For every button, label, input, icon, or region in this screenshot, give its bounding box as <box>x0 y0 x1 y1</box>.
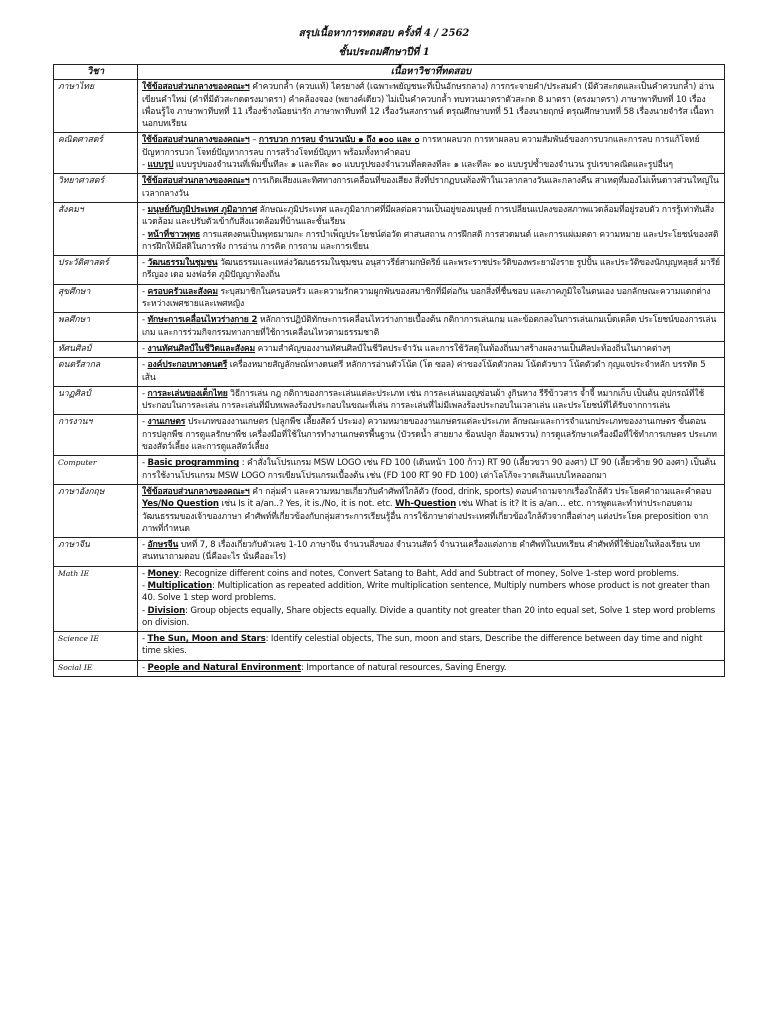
table-header-row <box>54 65 725 80</box>
topic-text: เช่น Is it a/an..? Yes, it is./No, it is not. etc. <box>218 499 396 510</box>
topic-heading: วัฒนธรรมในชุมชน <box>147 258 218 269</box>
topic-text: : คำสั่งในโปรแกรม MSW LOGO เช่น FD 100 (เดินหน้า 100 ก้าว) RT 90 (เลี้ยวขวา 90 องศา) LT 90 (เลี้ยวซ้าย 90 องศา) เป็นต้น การใช้งานโปรแกรม MSW LOGO การเขียนโปรแกรมเบื้องต้น เช่น (FD 100 RT 90 FD 100) เต่าโลโก้จะวาดเส้นแบบไหลออกมา <box>142 458 716 481</box>
topic-heading: ใช้ข้อสอบส่วนกลางของคณะฯ <box>142 486 250 497</box>
subject-cell: ภาษาไทย <box>54 80 138 133</box>
topic-text: คำควบกล้ำ (ควบแท้) ไตรยางศ์ (เฉพาะพยัญชนะที่เป็นอักษรกลาง) การกระจายคำ/ประสมคำ (มีตัวสะกดและเป็นคำควบกล้ำ) อ่านเขียนคำใหม่ (คำที่มีตัวสะกดตรงมาตรา) คำคล้องจอง (พยางค์เดียว) ไม่เป็นคำควบกล้ำ ทบทวนมาตราตัวสะกด 8 มาตรา (ตรงมาตรา) ภาษาพาทีบทที่ 10 เรื่องเพื่อนรู้ใจ ภาษาพาทีบทที่ 11 เรื่องช้างน้อยน่ารัก ภาษาพาทีบทที่ 12 เรื่องวันสงกรานต์ ดรุณศึกษาบทที่ 51 เรื่องนายฤกษ์ ดรุณศึกษาบทที่ 58 เรื่องนายจำรัส เนื้อหานอกบทเรียน <box>142 82 715 130</box>
content-cell <box>138 313 725 342</box>
table-row <box>54 386 725 415</box>
content-cell <box>138 566 725 631</box>
bullet: - <box>142 388 148 399</box>
topic-text: เครื่องหมายสัญลักษณ์ทางดนตรี หลักการอ่านตัวโน้ต (โด ซอล) ค่าของโน้ตตัวกลม โน้ตตัวขาว โน้ตตัวดำ กุญแจประจำหลัก บรรทัด 5 เส้น <box>142 360 706 383</box>
subject-cell: สุขศึกษา <box>54 284 138 313</box>
table-row <box>54 256 725 285</box>
table-row <box>54 202 725 255</box>
topic-text: : Recognize different coins and notes, Convert Satang to Baht, Add and Subtract of money, Solve 1-step word problems. <box>178 568 679 579</box>
content-cell <box>138 133 725 174</box>
subject-cell: Science IE <box>54 632 138 661</box>
topic-heading: ทักษะการเคลื่อนไหวร่างกาย 2 <box>147 315 258 326</box>
topic-text: ประเภทของงานเกษตร (ปลูกพืช เลี้ยงสัตว์ ประมง) ความหมายของงานเกษตรแต่ละประเภท ลักษณะและการจำแนกประเภทของงานเกษตร ขั้นตอนการปลูกพืช การดูแลรักษาพืช เครื่องมือที่ใช้ในการทำงานเกษตรพื้นฐาน (บัวรดน้ำ สายยาง ช้อนปลูก ส้อมพรวน) การดูแลรักษาเครื่องมือที่ใช้ทำการเกษตร ประเภทของสัตว์เลี้ยง และการดูแลสัตว์เลี้ยง <box>142 417 717 453</box>
bullet: - <box>142 160 148 171</box>
bullet: - <box>142 580 148 591</box>
subject-cell: สังคมฯ <box>54 202 138 255</box>
bullet: - <box>142 417 148 428</box>
content-cell <box>138 538 725 567</box>
content-cell <box>138 358 725 387</box>
topic-text: เช่น What is it? It is a/an… etc. การพูดและทำท่าประกอบตามวัฒนธรรมของเจ้าของภาษา คำศัพท์ที่เกี่ยวข้องกับกลุ่มสาระการเรียนรู้อื่น การใช้ภาษาต่างประเทศที่เกี่ยวข้องใกล้ตัวจากสื่อต่างๆ แต่งประโยค preposition จากภาพที่กำหนด <box>142 499 709 534</box>
content-cell <box>138 456 725 485</box>
content-cell <box>138 484 725 537</box>
content-cell <box>138 341 725 357</box>
topic-heading: การบวก การลบ จำนวนนับ ๑ ถึง ๑๐๐ และ ๐ <box>258 135 420 146</box>
subject-cell: การงานฯ <box>54 415 138 456</box>
bullet: - <box>142 229 148 240</box>
topic-heading: Yes/No Question <box>142 499 219 510</box>
topic-heading: แบบรูป <box>147 160 174 171</box>
subject-cell: ทัศนศิลป์ <box>54 341 138 357</box>
table-row <box>54 284 725 313</box>
subject-cell: นาฏศิลป์ <box>54 386 138 415</box>
topic-heading: People and Natural Environment <box>147 662 302 673</box>
topic-heading: Multiplication <box>147 580 213 591</box>
topic-text: การเกิดเสียงและทิศทางการเคลื่อนที่ของเสียง สิ่งที่ปรากฏบนท้องฟ้าในเวลากลางวันและกลางคืน สาเหตุที่มองไม่เห็นดาวส่วนใหญ่ในเวลากลางวัน <box>142 176 719 199</box>
topic-text: ระบุสมาชิกในครอบครัว และความรักความผูกพันของสมาชิกที่มีต่อกัน บอกสิ่งที่ชื่นชอบ และภาคภูมิใจในตนเอง บอกลักษณะความแตกต่างระหว่างเพศชายและเพศหญิง <box>142 286 711 310</box>
topic-text: : Multiplication as repeated addition, Write multiplication sentence, Multiply numbers whose product is not greater than 40. Solve 1 step word problems. <box>142 580 710 604</box>
syllabus-table <box>53 64 725 677</box>
document-title: สรุปเนื้อหาการทดสอบ ครั้งที่ 4 / 2562 <box>298 28 470 39</box>
topic-text: : Importance of natural resources, Saving Energy. <box>301 662 507 673</box>
topic-text: คำ กลุ่มคำ และความหมายเกี่ยวกับคำศัพท์ใกล้ตัว (food, drink, sports) ตอบคำถามจากเรื่องใกล้ตัว ประโยคคำถามและคำตอบ <box>249 486 712 497</box>
table-row <box>54 484 725 537</box>
topic-heading: ใช้ข้อสอบส่วนกลางของคณะฯ <box>142 135 250 146</box>
subject-cell: วิทยาศาสตร์ <box>54 174 138 203</box>
topic-text: – <box>249 135 259 146</box>
content-cell <box>138 202 725 255</box>
topic-heading: หน้าที่ชาวพุทธ <box>147 229 201 240</box>
topic-text: การหาผลบวก การหาผลลบ ความสัมพันธ์ของการบวกและการลบ การแก้โจทย์ปัญหาการบวก โจทย์ปัญหาการลบ การสร้างโจทย์ปัญหา พร้อมทั้งหาคำตอบ <box>142 135 700 158</box>
bullet: - <box>142 605 148 616</box>
table-row <box>54 660 725 676</box>
table-row <box>54 341 725 357</box>
topic-text: วัฒนธรรมและแหล่งวัฒนธรรมในชุมชน อนุสาวรีย์สามกษัตริย์ และพระราชประวัติของพระยามังราย รูปปั้น และประวัติของนักบุญหลุยส์ มารีย์ กรีญอง เดอ มงฟอร์ต ภูมิปัญญาท้องถิ่น <box>142 258 720 281</box>
topic-text: ความสำคัญของงานทัศนศิลป์ในชีวิตประจำวัน และการใช้วัสดุในท้องถิ่นมาสร้างผลงานเป็นศิลปะท้องถิ่นในภาคต่างๆ <box>255 343 671 354</box>
table-row <box>54 313 725 342</box>
subject-cell: ดนตรีสากล <box>54 358 138 387</box>
table-row <box>54 632 725 661</box>
topic-heading: ใช้ข้อสอบส่วนกลางของคณะฯ <box>142 176 250 187</box>
bullet: - <box>142 286 148 297</box>
topic-heading: Wh-Question <box>395 499 457 510</box>
content-cell <box>138 632 725 661</box>
bullet: - <box>142 540 148 551</box>
table-row <box>54 566 725 631</box>
table-row <box>54 538 725 567</box>
subject-cell: คณิตศาสตร์ <box>54 133 138 174</box>
topic-heading: Division <box>147 605 186 616</box>
table-row <box>54 133 725 174</box>
topic-heading: มนุษย์กับภูมิประเทศ ภูมิอากาศ <box>147 204 258 215</box>
bullet: - <box>142 258 148 269</box>
subject-cell: ภาษาจีน <box>54 538 138 567</box>
bullet: - <box>142 204 148 215</box>
subject-cell: Social IE <box>54 660 138 676</box>
topic-text: วิธีการเล่น กฎ กติกาของการละเล่นแต่ละประเภท เช่น การละเล่นมอญซ่อนผ้า งูกินหาง รีรีข้าวสาร จ้ำจี้ หมากเก็บ เป็นต้น อุปกรณ์ที่ใช้ประกอบในการละเล่น การละเล่นที่มีบทเพลงร้องประกอบในขณะที่เล่น การละเล่นที่ไม่มีเพลงร้องประกอบในเวลาเล่น และประโยชน์ที่ได้รับจากการเล่น <box>142 388 705 412</box>
topic-text: การแสดงตนเป็นพุทธมามกะ การบำเพ็ญประโยชน์ต่อวัด ศาสนสถาน การฝึกสติ การสวดมนต์ และการแผ่เมตตา ความหมาย และประโยชน์ของสติ การฝึกให้มีสติในการฟัง การอ่าน การคิด การถาม และการเขียน <box>142 229 719 252</box>
topic-heading: Money <box>147 568 179 579</box>
bullet: - <box>142 458 148 469</box>
table-row <box>54 358 725 387</box>
bullet: - <box>142 360 148 371</box>
content-cell <box>138 284 725 313</box>
table-row <box>54 456 725 485</box>
bullet: - <box>142 568 148 579</box>
content-cell <box>138 80 725 133</box>
bullet: - <box>142 662 148 673</box>
content-cell <box>138 415 725 456</box>
topic-heading: งานทัศนศิลป์ในชีวิตและสังคม <box>147 343 256 354</box>
topic-text: บทที่ 7, 8 เรื่องเกี่ยวกับตัวเลข 1-10 ภาษาจีน จำนวนสิ่งของ จำนวนสัตว์ จำนวนเครื่องแต่งกาย คำศัพท์ในบทเรียน คำศัพท์ที่ใช้บ่อยในห้องเรียน บทสนทนาถามตอบ (นี่คืออะไร นั่นคืออะไร) <box>142 540 700 563</box>
topic-heading: อักษรจีน <box>147 540 179 551</box>
topic-text: หลักการปฏิบัติทักษะการเคลื่อนไหวร่างกายเบื้องต้น กติกาการเล่นเกม และข้อตกลงในการเล่นเกมเบ็ดเตล็ด ประโยชน์ของการเล่นเกม และการร่วมกิจกรรมทางกายที่ใช้การเคลื่อนไหวตามธรรมชาติ <box>142 315 717 338</box>
topic-heading: ครอบครัวและสังคม <box>147 286 218 297</box>
topic-text: แบบรูปของจำนวนที่เพิ่มขึ้นทีละ ๑ และทีละ ๑๐ แบบรูปของจำนวนที่ลดลงทีละ ๑ และทีละ ๑๐ แบบรูปซ้ำของจำนวน รูปเรขาคณิตและรูปอื่นๆ <box>173 160 673 171</box>
table-row <box>54 415 725 456</box>
topic-text: : Identify celestial objects, The sun, moon and stars, Describe the difference between day time and night time skies. <box>142 634 703 657</box>
topic-heading: Basic programming <box>147 458 240 469</box>
topic-text: : Group objects equally, Share objects equally. Divide a quantity not greater than 20 into equal set, Solve 1 step word problems on division. <box>142 605 716 628</box>
subject-cell: พลศึกษา <box>54 313 138 342</box>
topic-heading: The Sun, Moon and Stars <box>147 634 266 645</box>
subject-cell: ภาษาอังกฤษ <box>54 484 138 537</box>
topic-heading: การละเล่นของเด็กไทย <box>147 388 228 399</box>
header-subject: วิชา <box>54 65 138 80</box>
content-cell <box>138 174 725 203</box>
topic-heading: องค์ประกอบทางดนตรี <box>147 360 228 371</box>
content-cell <box>138 660 725 676</box>
table-row <box>54 80 725 133</box>
document-subtitle: ชั้นประถมศึกษาปีที่ 1 <box>338 47 430 58</box>
topic-heading: งานเกษตร <box>147 417 186 428</box>
header-content: เนื้อหาวิชาที่ทดสอบ <box>138 65 725 80</box>
bullet: - <box>142 634 148 645</box>
content-cell <box>138 256 725 285</box>
table-row <box>54 174 725 203</box>
subject-cell: Math IE <box>54 566 138 631</box>
bullet: - <box>142 343 148 354</box>
content-cell <box>138 386 725 415</box>
subject-cell: ประวัติศาสตร์ <box>54 256 138 285</box>
topic-text: ลักษณะภูมิประเทศ และภูมิอากาศที่มีผลต่อความเป็นอยู่ของมนุษย์ การเปลี่ยนแปลงของสภาพแวดล้อมที่อยู่รอบตัว การรู้เท่าทันสิ่งแวดล้อม และปรับตัวเข้ากับสิ่งแวดล้อมที่บ้านและชั้นเรียน <box>142 204 714 228</box>
topic-heading: ใช้ข้อสอบส่วนกลางของคณะฯ <box>142 82 250 93</box>
bullet: - <box>142 315 148 326</box>
subject-cell: Computer <box>54 456 138 485</box>
